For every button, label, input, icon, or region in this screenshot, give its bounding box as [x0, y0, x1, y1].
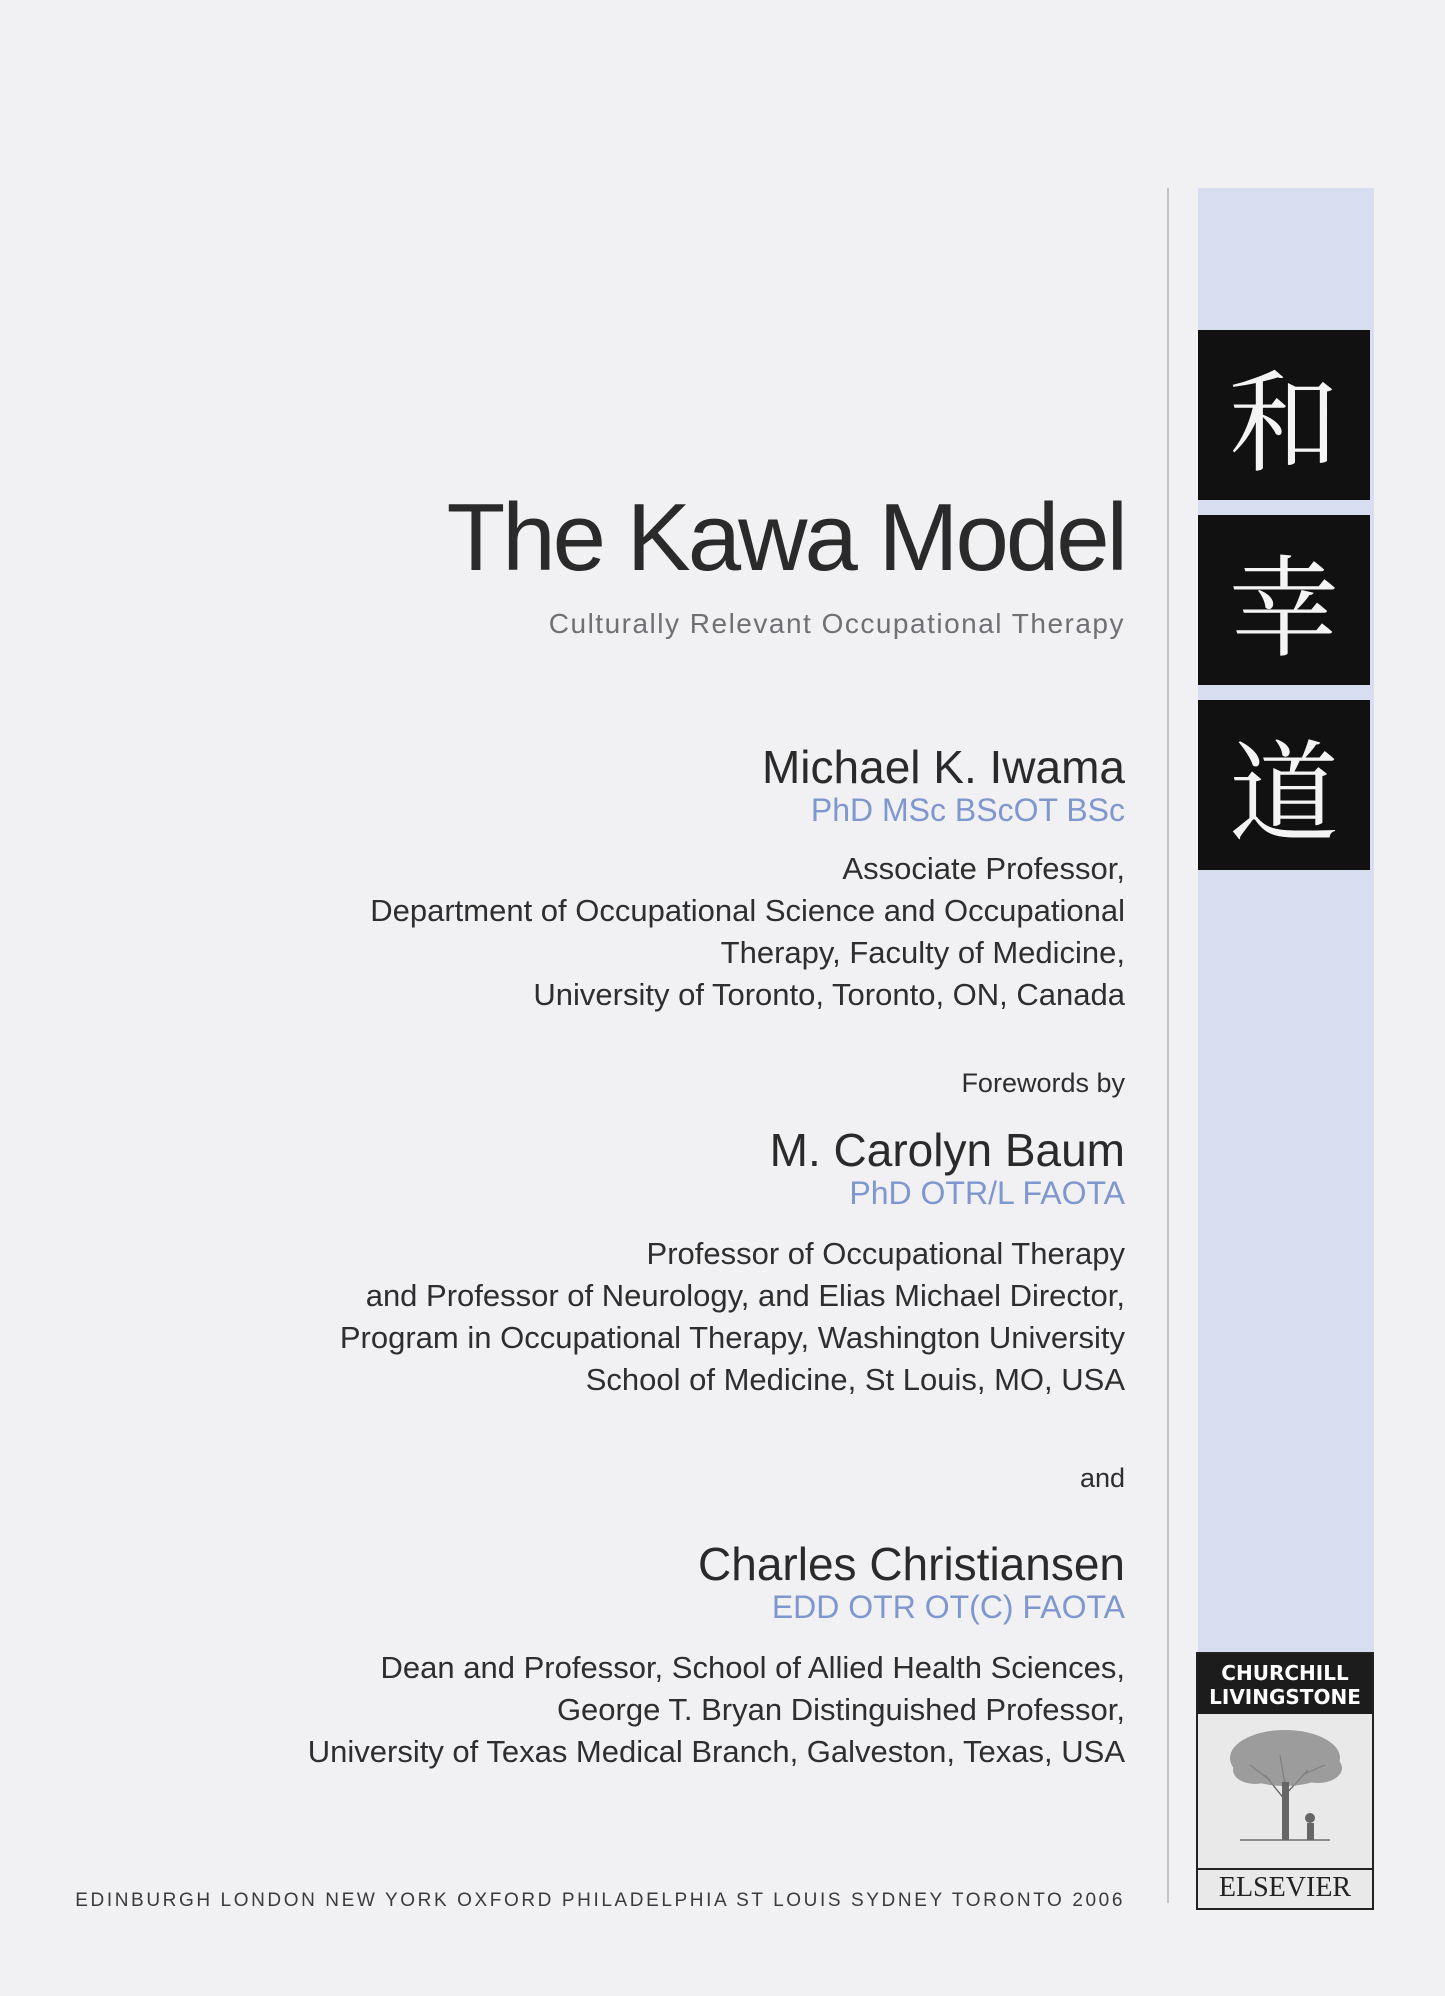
publisher-logo	[1196, 1652, 1374, 1910]
publisher-name: ELSEVIER	[1198, 1868, 1372, 1904]
foreword2-affiliation-line: University of Texas Medical Branch, Galveston, Texas, USA	[307, 1733, 1125, 1769]
foreword2-name: Charles Christiansen	[698, 1538, 1125, 1590]
author-block	[370, 742, 1125, 1016]
foreword1-affiliation-line: School of Medicine, St Louis, MO, USA	[585, 1361, 1125, 1397]
publisher-cities: EDINBURGH LONDON NEW YORK OXFORD PHILADELPHIA ST LOUIS SYDNEY TORONTO 2006	[75, 1890, 1125, 1911]
foreword2-block	[308, 1539, 1125, 1773]
foreword2-affiliation-line: Dean and Professor, School of Allied Health Sciences,	[380, 1649, 1125, 1685]
author-affiliation-line: University of Toronto, Toronto, ON, Canada	[533, 976, 1125, 1012]
book-title: The Kawa Model	[446, 484, 1125, 591]
foreword1-affiliation-line: Program in Occupational Therapy, Washington University	[339, 1319, 1125, 1355]
foreword2-degrees: EDD OTR OT(C) FAOTA	[771, 1588, 1125, 1625]
elsevier-tree-icon	[1210, 1720, 1360, 1850]
foreword2-affiliation-line: George T. Bryan Distinguished Professor,	[556, 1691, 1125, 1727]
author-affiliation-line: Department of Occupational Science and Occupational	[370, 892, 1125, 928]
foreword1-block	[340, 1125, 1125, 1401]
and-label: and	[1079, 1463, 1125, 1493]
author-affiliation-line: Therapy, Faculty of Medicine,	[720, 934, 1125, 970]
kanji-happiness: 幸	[1198, 515, 1370, 685]
author-degrees: PhD MSc BScOT BSc	[810, 791, 1125, 828]
kanji-harmony: 和	[1198, 330, 1370, 500]
foreword1-affiliation-line: and Professor of Neurology, and Elias Michael Director,	[365, 1277, 1125, 1313]
foreword1-affiliation-line: Professor of Occupational Therapy	[646, 1235, 1125, 1271]
vertical-rule	[1167, 188, 1169, 1903]
book-subtitle: Culturally Relevant Occupational Therapy	[548, 608, 1125, 639]
imprint-name	[1198, 1654, 1372, 1714]
imprint-line: CHURCHILL	[1221, 1661, 1349, 1685]
foreword1-name: M. Carolyn Baum	[769, 1124, 1125, 1176]
kanji-way: 道	[1198, 700, 1370, 870]
forewords-label: Forewords by	[961, 1068, 1125, 1098]
author-affiliation-line: Associate Professor,	[842, 850, 1125, 886]
foreword1-degrees: PhD OTR/L FAOTA	[849, 1174, 1125, 1211]
imprint-line: LIVINGSTONE	[1209, 1685, 1361, 1709]
author-name: Michael K. Iwama	[761, 741, 1125, 793]
